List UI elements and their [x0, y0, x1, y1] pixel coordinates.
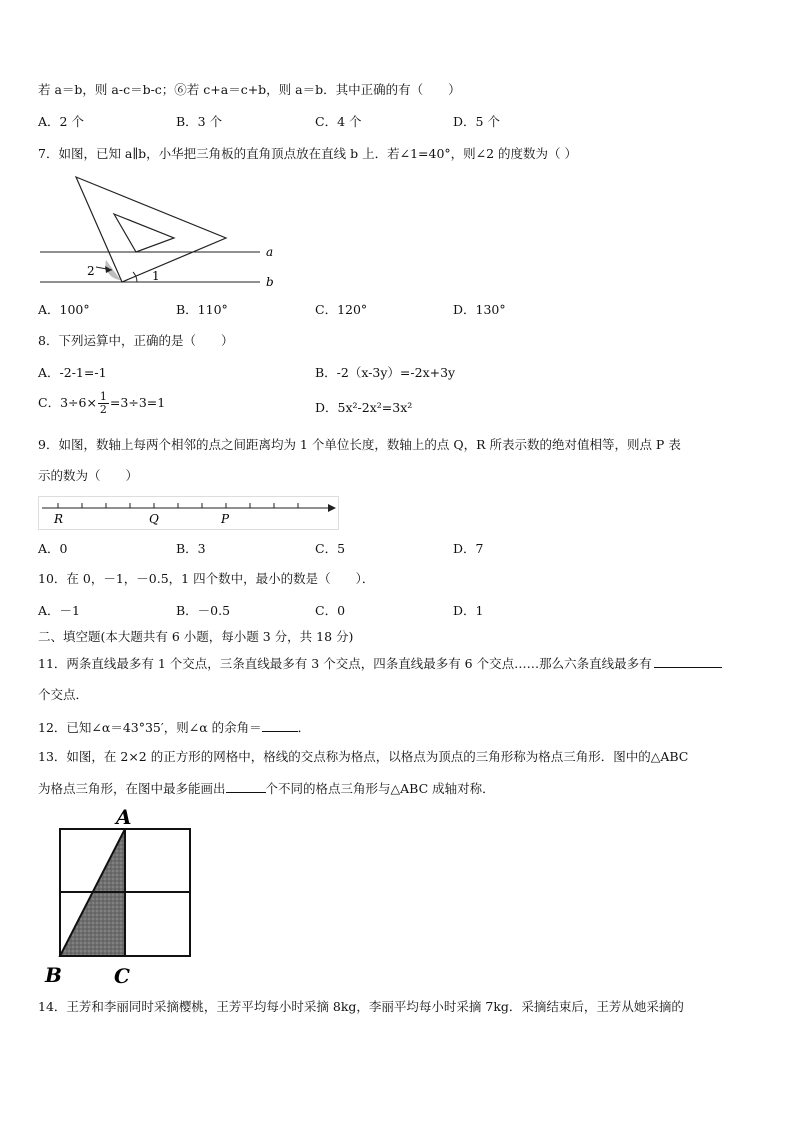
- vertex-A-label: A: [116, 805, 132, 829]
- q6-option-a: A．2 个: [38, 114, 84, 129]
- point-R-label: R: [54, 512, 64, 526]
- vertex-C-label: C: [114, 964, 130, 988]
- q9-number-line: [38, 496, 340, 530]
- set-square-outer: [76, 177, 226, 282]
- q7-option-a: A．100°: [38, 302, 90, 317]
- q8-option-c-fraction: [98, 391, 109, 416]
- q8-stem: 8．下列运算中，正确的是（ ）: [38, 333, 234, 348]
- q13-text-pre: 为格点三角形，在图中最多能画出: [38, 781, 226, 796]
- q8-option-a: A．-2-1=-1: [38, 365, 107, 380]
- q13-text-post: 个不同的格点三角形与△ABC 成轴对称．: [265, 781, 495, 796]
- q13-stem-line2: [38, 780, 495, 797]
- q8-option-c: [38, 391, 165, 416]
- q8-option-b: B．-2（x-3y）=-2x+3y: [315, 365, 456, 380]
- q10-option-c: C．0: [315, 603, 346, 618]
- q10-option-a: A．－1: [38, 603, 80, 618]
- q6-option-c: C．4 个: [315, 114, 362, 129]
- label-1: 1: [152, 269, 160, 283]
- q8-option-c-prefix: C．3÷6×: [38, 395, 97, 410]
- set-square-inner: [114, 214, 174, 252]
- q7-option-b: B．110°: [176, 302, 228, 317]
- q8-option-c-suffix: =3÷3=1: [109, 395, 166, 410]
- fraction-numerator: 1: [99, 390, 107, 403]
- q10-option-d: D．1: [453, 603, 484, 618]
- q9-option-a: A．0: [38, 541, 68, 556]
- q7-option-d: D．130°: [453, 302, 506, 317]
- q7-stem: 7．如图，已知 a∥b，小华把三角板的直角顶点放在直线 b 上．若∠1=40°，则∠2 的度数为（ ）: [38, 146, 578, 161]
- q9-option-c: C．5: [315, 541, 346, 556]
- q10-stem: 10．在 0，－1，－0.5，1 四个数中，最小的数是（ ）．: [38, 571, 375, 586]
- q10-option-b: B．－0.5: [176, 603, 231, 618]
- q12-answer-blank: [262, 719, 298, 732]
- q9-stem-line2: 示的数为（ ）: [38, 468, 139, 483]
- ticks: [58, 503, 298, 508]
- q9-option-b: B．3: [176, 541, 206, 556]
- q9-stem-line1: 9．如图，数轴上每两个相邻的点之间距离均为 1 个单位长度，数轴上的点 Q，R 所表示数的绝对值相等，则点 P 表: [38, 437, 681, 452]
- vertex-B-label: B: [45, 963, 62, 987]
- fraction-denominator: 2: [99, 403, 107, 416]
- q6-option-b: B．3 个: [176, 114, 223, 129]
- q8-option-d: D．5x²-2x²=3x²: [315, 400, 413, 415]
- point-Q-label: Q: [149, 512, 159, 526]
- q11-stem-line1: [38, 655, 722, 672]
- q13-stem-line1: 13．如图，在 2×2 的正方形的网格中，格线的交点称为格点，以格点为顶点的三角形称为格点三角形．图中的△ABC: [38, 749, 689, 764]
- q6-stem: 若 a＝b，则 a-c＝b-c；⑥若 c+a＝c+b，则 a＝b．其中正确的有（ ）: [38, 82, 461, 97]
- q7-triangle-figure: [36, 172, 286, 292]
- q9-option-d: D．7: [453, 541, 484, 556]
- point-P-label: P: [221, 512, 230, 526]
- q11-answer-blank: [654, 655, 722, 668]
- q11-text: 11．两条直线最多有 1 个交点，三条直线最多有 3 个交点，四条直线最多有 6 个交点……那么六条直线最多有: [38, 656, 652, 671]
- label-2: 2: [87, 264, 95, 278]
- q6-option-d: D．5 个: [453, 114, 500, 129]
- q11-stem-line2: 个交点．: [38, 687, 89, 702]
- q13-answer-blank: [226, 780, 266, 793]
- label-b: b: [266, 275, 274, 289]
- q12-stem: [38, 719, 310, 736]
- section-heading: 二、填空题(本大题共有 6 小题，每小题 3 分，共 18 分): [38, 629, 354, 644]
- axis-arrow: [328, 504, 336, 512]
- q13-grid-figure: [40, 802, 200, 992]
- label-a: a: [266, 245, 274, 259]
- q12-suffix: ．: [297, 720, 311, 735]
- q14-stem: 14．王芳和李丽同时采摘樱桃，王芳平均每小时采摘 8kg，李丽平均每小时采摘 7kg．采摘结束后，王芳从她采摘的: [38, 999, 684, 1014]
- q12-text: 12．已知∠α＝43°35′，则∠α 的余角＝: [38, 720, 262, 735]
- q7-option-c: C．120°: [315, 302, 368, 317]
